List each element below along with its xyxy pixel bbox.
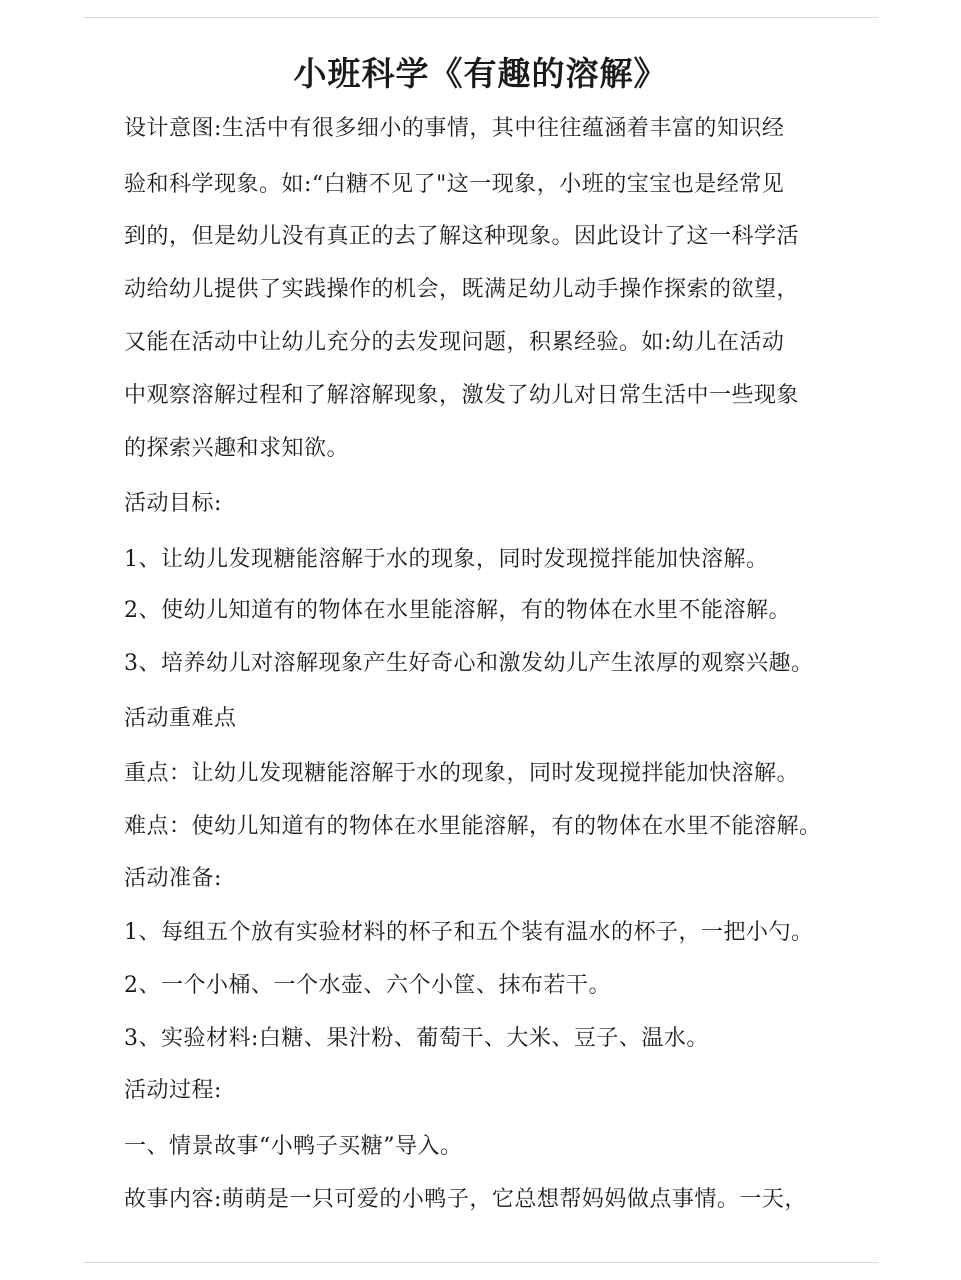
list-item-prep-3: 3、实验材料:白糖、果汁粉、葡萄干、大米、豆子、温水。: [124, 1026, 709, 1051]
section-heading-key-points: 活动重难点: [124, 706, 237, 731]
list-item-goal-3: 3、培养幼儿对溶解现象产生好奇心和激发幼儿产生浓厚的观察兴趣。: [124, 651, 814, 676]
page-title: 小班科学《有趣的溶解》: [293, 54, 668, 93]
paragraph-line-intent-1: 设计意图:生活中有很多细小的事情，其中往往蕴涵着丰富的知识经: [124, 116, 785, 141]
section-heading-goals: 活动目标:: [124, 491, 222, 516]
paragraph-line-intent-6: 中观察溶解过程和了解溶解现象，激发了幼儿对日常生活中一些现象: [124, 383, 800, 408]
paragraph-line-intent-5: 又能在活动中让幼儿充分的去发现问题，积累经验。如:幼儿在活动: [124, 330, 785, 355]
list-item-goal-2: 2、使幼儿知道有的物体在水里能溶解，有的物体在水里不能溶解。: [124, 598, 791, 623]
paragraph-line-intent-7: 的探索兴趣和求知欲。: [124, 436, 350, 461]
section-heading-preparation: 活动准备:: [124, 866, 222, 891]
list-item-goal-1: 1、让幼儿发现糖能溶解于水的现象，同时发现搅拌能加快溶解。: [124, 547, 769, 572]
paragraph-line-intent-3: 到的，但是幼儿没有真正的去了解这种现象。因此设计了这一科学活: [124, 224, 800, 249]
paragraph-line-difficulty: 难点：使幼儿知道有的物体在水里能溶解，有的物体在水里不能溶解。: [124, 814, 822, 839]
paragraph-line-intent-2: 验和科学现象。如:“白糖不见了"这一现象，小班的宝宝也是经常见: [124, 172, 785, 197]
bottom-divider: [84, 1262, 878, 1263]
paragraph-line-intent-4: 动给幼儿提供了实践操作的机会，既满足幼儿动手操作探索的欲望，: [124, 277, 800, 302]
top-divider: [84, 17, 878, 18]
paragraph-line-key-point: 重点：让幼儿发现糖能溶解于水的现象，同时发现搅拌能加快溶解。: [124, 761, 800, 786]
paragraph-line-story: 故事内容:萌萌是一只可爱的小鸭子，它总想帮妈妈做点事情。一天，: [124, 1187, 807, 1212]
list-item-prep-2: 2、一个小桶、一个水壶、六个小筐、抹布若干。: [124, 973, 611, 998]
section-heading-process: 活动过程:: [124, 1078, 222, 1103]
list-item-process-1: 一、情景故事“小鸭子买糖”导入。: [124, 1134, 463, 1159]
list-item-prep-1: 1、每组五个放有实验材料的杯子和五个装有温水的杯子，一把小勺。: [124, 920, 814, 945]
